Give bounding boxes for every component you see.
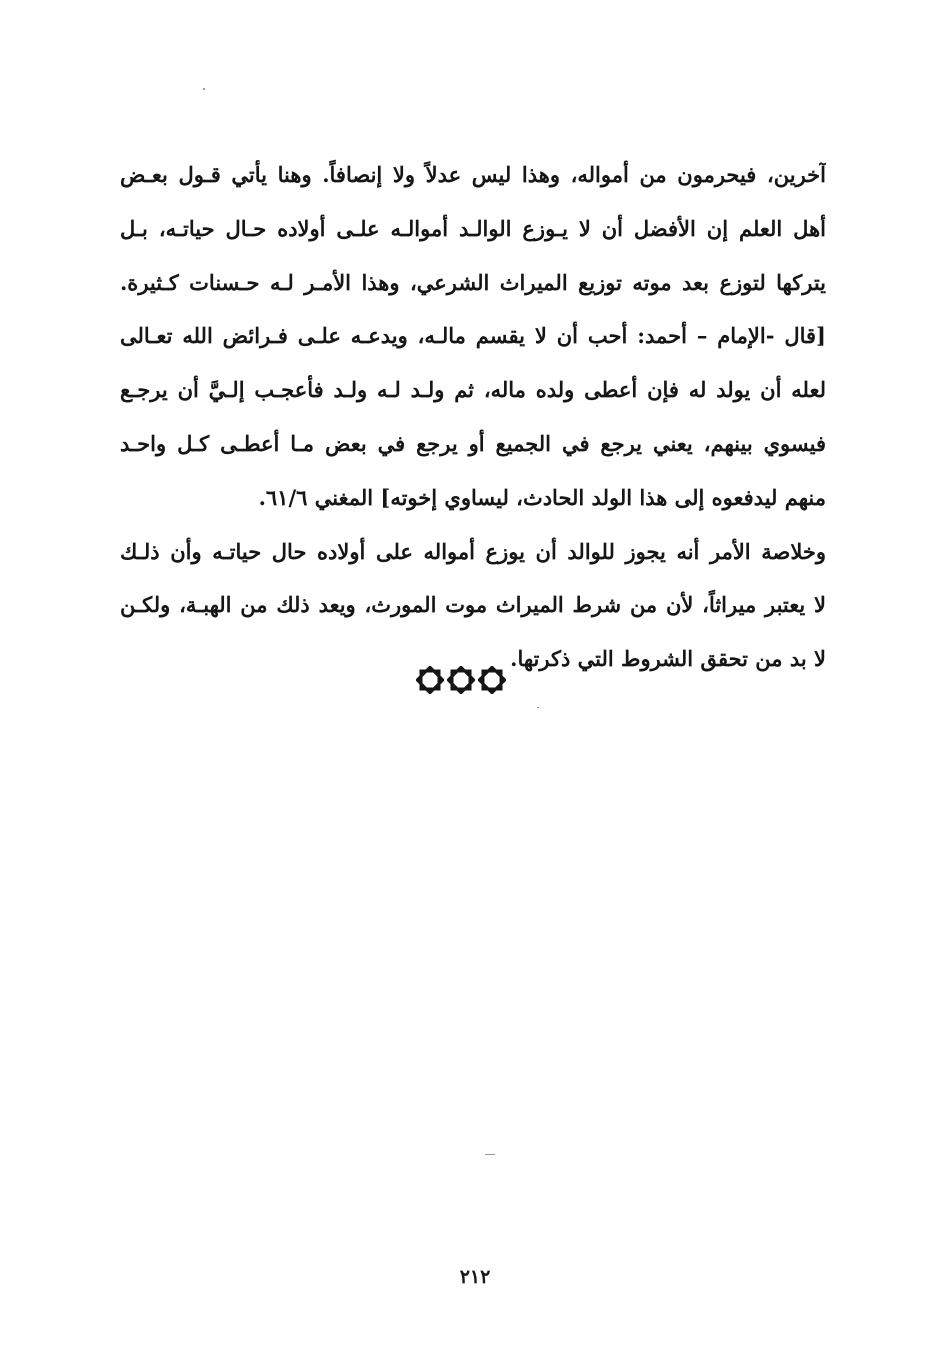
- text-line-4: [قال -الإمام – أحمد: أحب أن لا يقسم مالـه، ويدعـه علـى فـرائض الله تعـالى: [120, 323, 826, 349]
- scan-speck: [537, 707, 539, 708]
- body-text: [120, 148, 826, 686]
- scan-speck: [485, 1154, 495, 1155]
- text-line-5: لعله أن يولد له فإن أعطى ولده ماله، ثم ولـد لـه ولـد فأعجـب إلـيَّ أن يرجـع: [120, 377, 826, 403]
- text-line-8: وخلاصة الأمر أنه يجوز للوالد أن يوزع أمواله على أولاده حال حياتـه وأن ذلـك: [120, 538, 826, 564]
- octagram-icon: [478, 666, 506, 694]
- text-line-2: أهل العلم إن الأفضل أن لا يـوزع الوالـد أموالـه علـى أولاده حـال حياتـه، بـل: [120, 215, 826, 241]
- text-line-1: آخرين، فيحرمون من أمواله، وهذا ليس عدلاً ولا إنصافاً. وهنا يأتي قـول بعـض: [120, 162, 826, 187]
- octagram-icon: [447, 666, 475, 694]
- page-number: ٢١٢: [459, 1266, 491, 1288]
- scan-speck: [203, 88, 205, 90]
- text-line-7: منهم ليدفعوه إلى هذا الولد الحادث، ليساوي إخوته] المغني ٦١/٦.: [258, 484, 826, 510]
- text-line-9: لا يعتبر ميراثاً، لأن من شرط الميراث موت المورث، ويعد ذلك من الهبـة، ولكـن: [120, 592, 826, 618]
- octagram-divider-icon: [416, 665, 506, 695]
- octagram-icon: [416, 666, 444, 694]
- text-line-3: يتركها لتوزع بعد موته توزيع الميراث الشرعي، وهذا الأمـر لـه حـسنات كـثيرة.: [120, 269, 826, 295]
- text-line-6: فيسوي بينهم، يعني يرجع في الجميع أو يرجع في بعض مـا أعطـى كـل واحـد: [120, 430, 826, 456]
- text-line-10: لا بد من تحقق الشروط التي ذكرتها.: [510, 646, 826, 672]
